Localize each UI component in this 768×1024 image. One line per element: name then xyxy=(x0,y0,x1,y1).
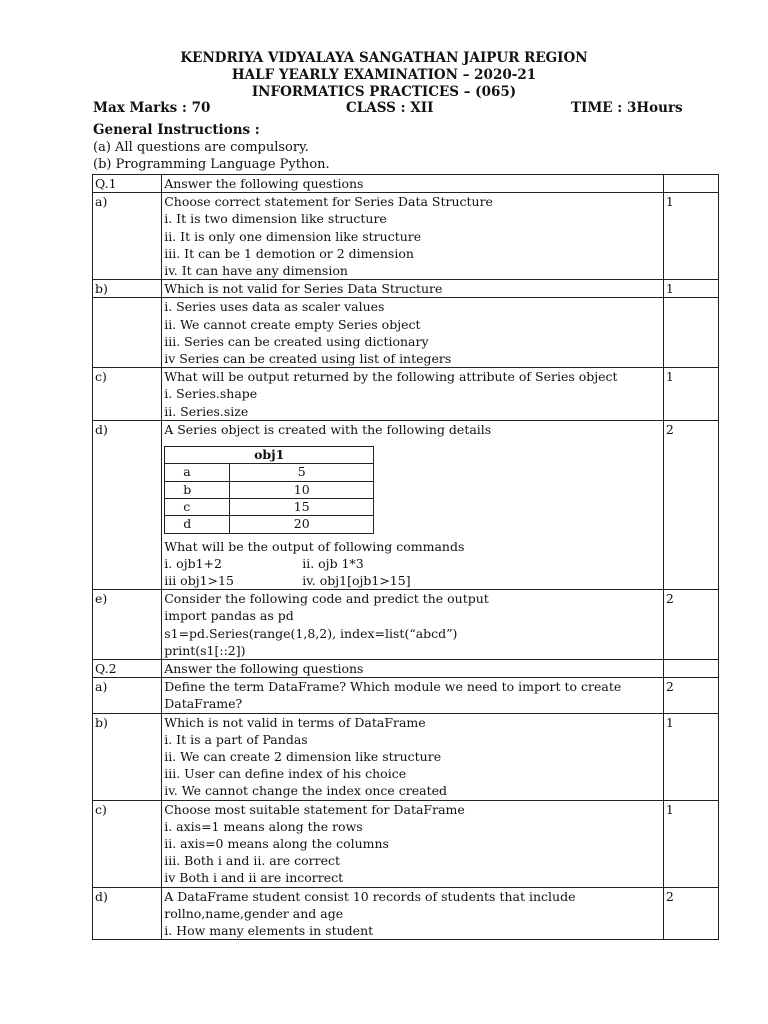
instruction-a: (a) All questions are compulsory. xyxy=(93,140,309,155)
question-line: Choose correct statement for Series Data Structure xyxy=(164,194,493,210)
question-line: iv. We cannot change the index once created xyxy=(164,783,448,799)
question-row xyxy=(93,800,719,887)
question-number: c) xyxy=(93,800,162,887)
exam-meta xyxy=(93,100,683,117)
question-row xyxy=(93,887,719,940)
question-text xyxy=(162,368,664,421)
question-row xyxy=(93,713,719,800)
question-number: a) xyxy=(93,678,162,713)
obj1-index: c xyxy=(165,498,230,515)
question-line: Answer the following questions xyxy=(164,176,364,191)
question-line: iii. Series can be created using dictionary xyxy=(164,333,429,349)
marks: 2 xyxy=(663,420,718,589)
question-number: c) xyxy=(93,368,162,421)
question-line: i. axis=1 means along the rows xyxy=(164,818,363,834)
marks: 1 xyxy=(663,800,718,887)
question-number: b) xyxy=(93,713,162,800)
question-row xyxy=(93,280,719,298)
question-line: Which is not valid for Series Data Structure xyxy=(164,281,443,297)
question-line: ii. We can create 2 dimension like structure xyxy=(164,748,442,764)
question-text xyxy=(162,298,664,368)
question-line: iii. It can be 1 demotion or 2 dimension xyxy=(164,245,414,261)
question-number: d) xyxy=(93,887,162,940)
command-text: ii. ojb 1*3 xyxy=(302,555,364,571)
question-line: s1=pd.Series(range(1,8,2), index=list(“abcd”) xyxy=(164,625,458,641)
question-row xyxy=(93,193,719,280)
class-label: CLASS : XII xyxy=(346,100,434,116)
marks xyxy=(663,659,718,677)
question-line: iv Both i and ii are incorrect xyxy=(164,870,344,886)
question-line: i. Series.shape xyxy=(164,386,258,402)
question-text xyxy=(162,420,664,589)
question-row xyxy=(93,175,719,193)
question-line: What will be the output of following commands xyxy=(164,538,465,554)
question-text xyxy=(162,713,664,800)
question-text xyxy=(162,175,664,193)
max-marks: Max Marks : 70 xyxy=(93,100,211,116)
marks xyxy=(663,175,718,193)
marks: 1 xyxy=(663,713,718,800)
question-line: print(s1[::2]) xyxy=(164,642,246,658)
question-line: i. It is two dimension like structure xyxy=(164,211,387,227)
question-line: Consider the following code and predict the output xyxy=(164,591,489,607)
obj1-row xyxy=(165,498,374,515)
question-line: ii. axis=0 means along the columns xyxy=(164,835,389,851)
question-line: i. How many elements in student xyxy=(164,923,374,938)
question-text xyxy=(162,800,664,887)
question-text xyxy=(162,659,664,677)
general-instructions-title: General Instructions : xyxy=(93,122,260,138)
question-row xyxy=(93,659,719,677)
question-number xyxy=(93,298,162,368)
question-number: Q.2 xyxy=(93,659,162,677)
command-text: i. ojb1+2 xyxy=(164,555,222,571)
obj1-index: b xyxy=(165,481,230,498)
question-line: ii. Series.size xyxy=(164,403,249,419)
marks xyxy=(663,298,718,368)
obj1-value: 20 xyxy=(230,516,374,533)
question-line: A DataFrame student consist 10 records of students that include xyxy=(164,888,576,904)
obj1-value: 15 xyxy=(230,498,374,515)
question-line: iv Series can be created using list of integers xyxy=(164,351,452,367)
question-line: Define the term DataFrame? Which module we need to import to create DataFrame? xyxy=(164,679,622,712)
question-row xyxy=(93,420,719,589)
question-text xyxy=(162,678,664,713)
question-text xyxy=(162,193,664,280)
question-line: ii. We cannot create empty Series object xyxy=(164,316,421,332)
subject-name: INFORMATICS PRACTICES – (065) xyxy=(251,84,517,100)
obj1-value: 5 xyxy=(230,464,374,481)
command-line xyxy=(164,572,661,589)
question-number: Q.1 xyxy=(93,175,162,193)
question-line: i. It is a part of Pandas xyxy=(164,731,308,747)
obj1-header: obj1 xyxy=(165,447,374,464)
obj1-row xyxy=(165,516,374,533)
command-line xyxy=(164,555,661,572)
question-line: A Series object is created with the following details xyxy=(164,421,492,437)
marks: 2 xyxy=(663,590,718,660)
obj1-value: 10 xyxy=(230,481,374,498)
marks: 1 xyxy=(663,368,718,421)
question-row xyxy=(93,368,719,421)
question-number: e) xyxy=(93,590,162,660)
question-row xyxy=(93,590,719,660)
exam-header xyxy=(0,50,768,101)
question-number: d) xyxy=(93,420,162,589)
marks: 1 xyxy=(663,193,718,280)
question-line: ii. It is only one dimension like structure xyxy=(164,228,422,244)
question-line: Which is not valid in terms of DataFrame xyxy=(164,714,426,730)
question-number: b) xyxy=(93,280,162,298)
question-line: i. Series uses data as scaler values xyxy=(164,299,385,315)
question-text xyxy=(162,590,664,660)
question-text xyxy=(162,887,664,940)
obj1-row xyxy=(165,481,374,498)
question-line: Answer the following questions xyxy=(164,660,364,676)
question-line: rollno,name,gender and age xyxy=(164,905,344,921)
command-text: iii obj1>15 xyxy=(164,572,234,588)
marks: 1 xyxy=(663,280,718,298)
question-line: iv. It can have any dimension xyxy=(164,263,348,279)
command-text: iv. obj1[ojb1>15] xyxy=(302,572,411,588)
question-line: iii. User can define index of his choice xyxy=(164,766,407,782)
marks: 2 xyxy=(663,678,718,713)
obj1-row xyxy=(165,464,374,481)
question-row xyxy=(93,298,719,368)
obj1-index: a xyxy=(165,464,230,481)
question-line: import pandas as pd xyxy=(164,608,294,624)
obj1-table xyxy=(164,446,374,533)
question-line: Choose most suitable statement for DataFrame xyxy=(164,801,465,817)
question-line: iii. Both i and ii. are correct xyxy=(164,853,341,869)
exam-name: HALF YEARLY EXAMINATION – 2020-21 xyxy=(231,67,537,83)
obj1-index: d xyxy=(165,516,230,533)
instruction-b: (b) Programming Language Python. xyxy=(93,157,330,172)
question-number: a) xyxy=(93,193,162,280)
question-text xyxy=(162,280,664,298)
time-label: TIME : 3Hours xyxy=(571,100,683,116)
question-row xyxy=(93,678,719,713)
question-line: What will be output returned by the following attribute of Series object xyxy=(164,369,618,385)
marks: 2 xyxy=(663,887,718,940)
school-region: KENDRIYA VIDYALAYA SANGATHAN JAIPUR REGION xyxy=(180,50,588,66)
question-table xyxy=(92,174,719,940)
